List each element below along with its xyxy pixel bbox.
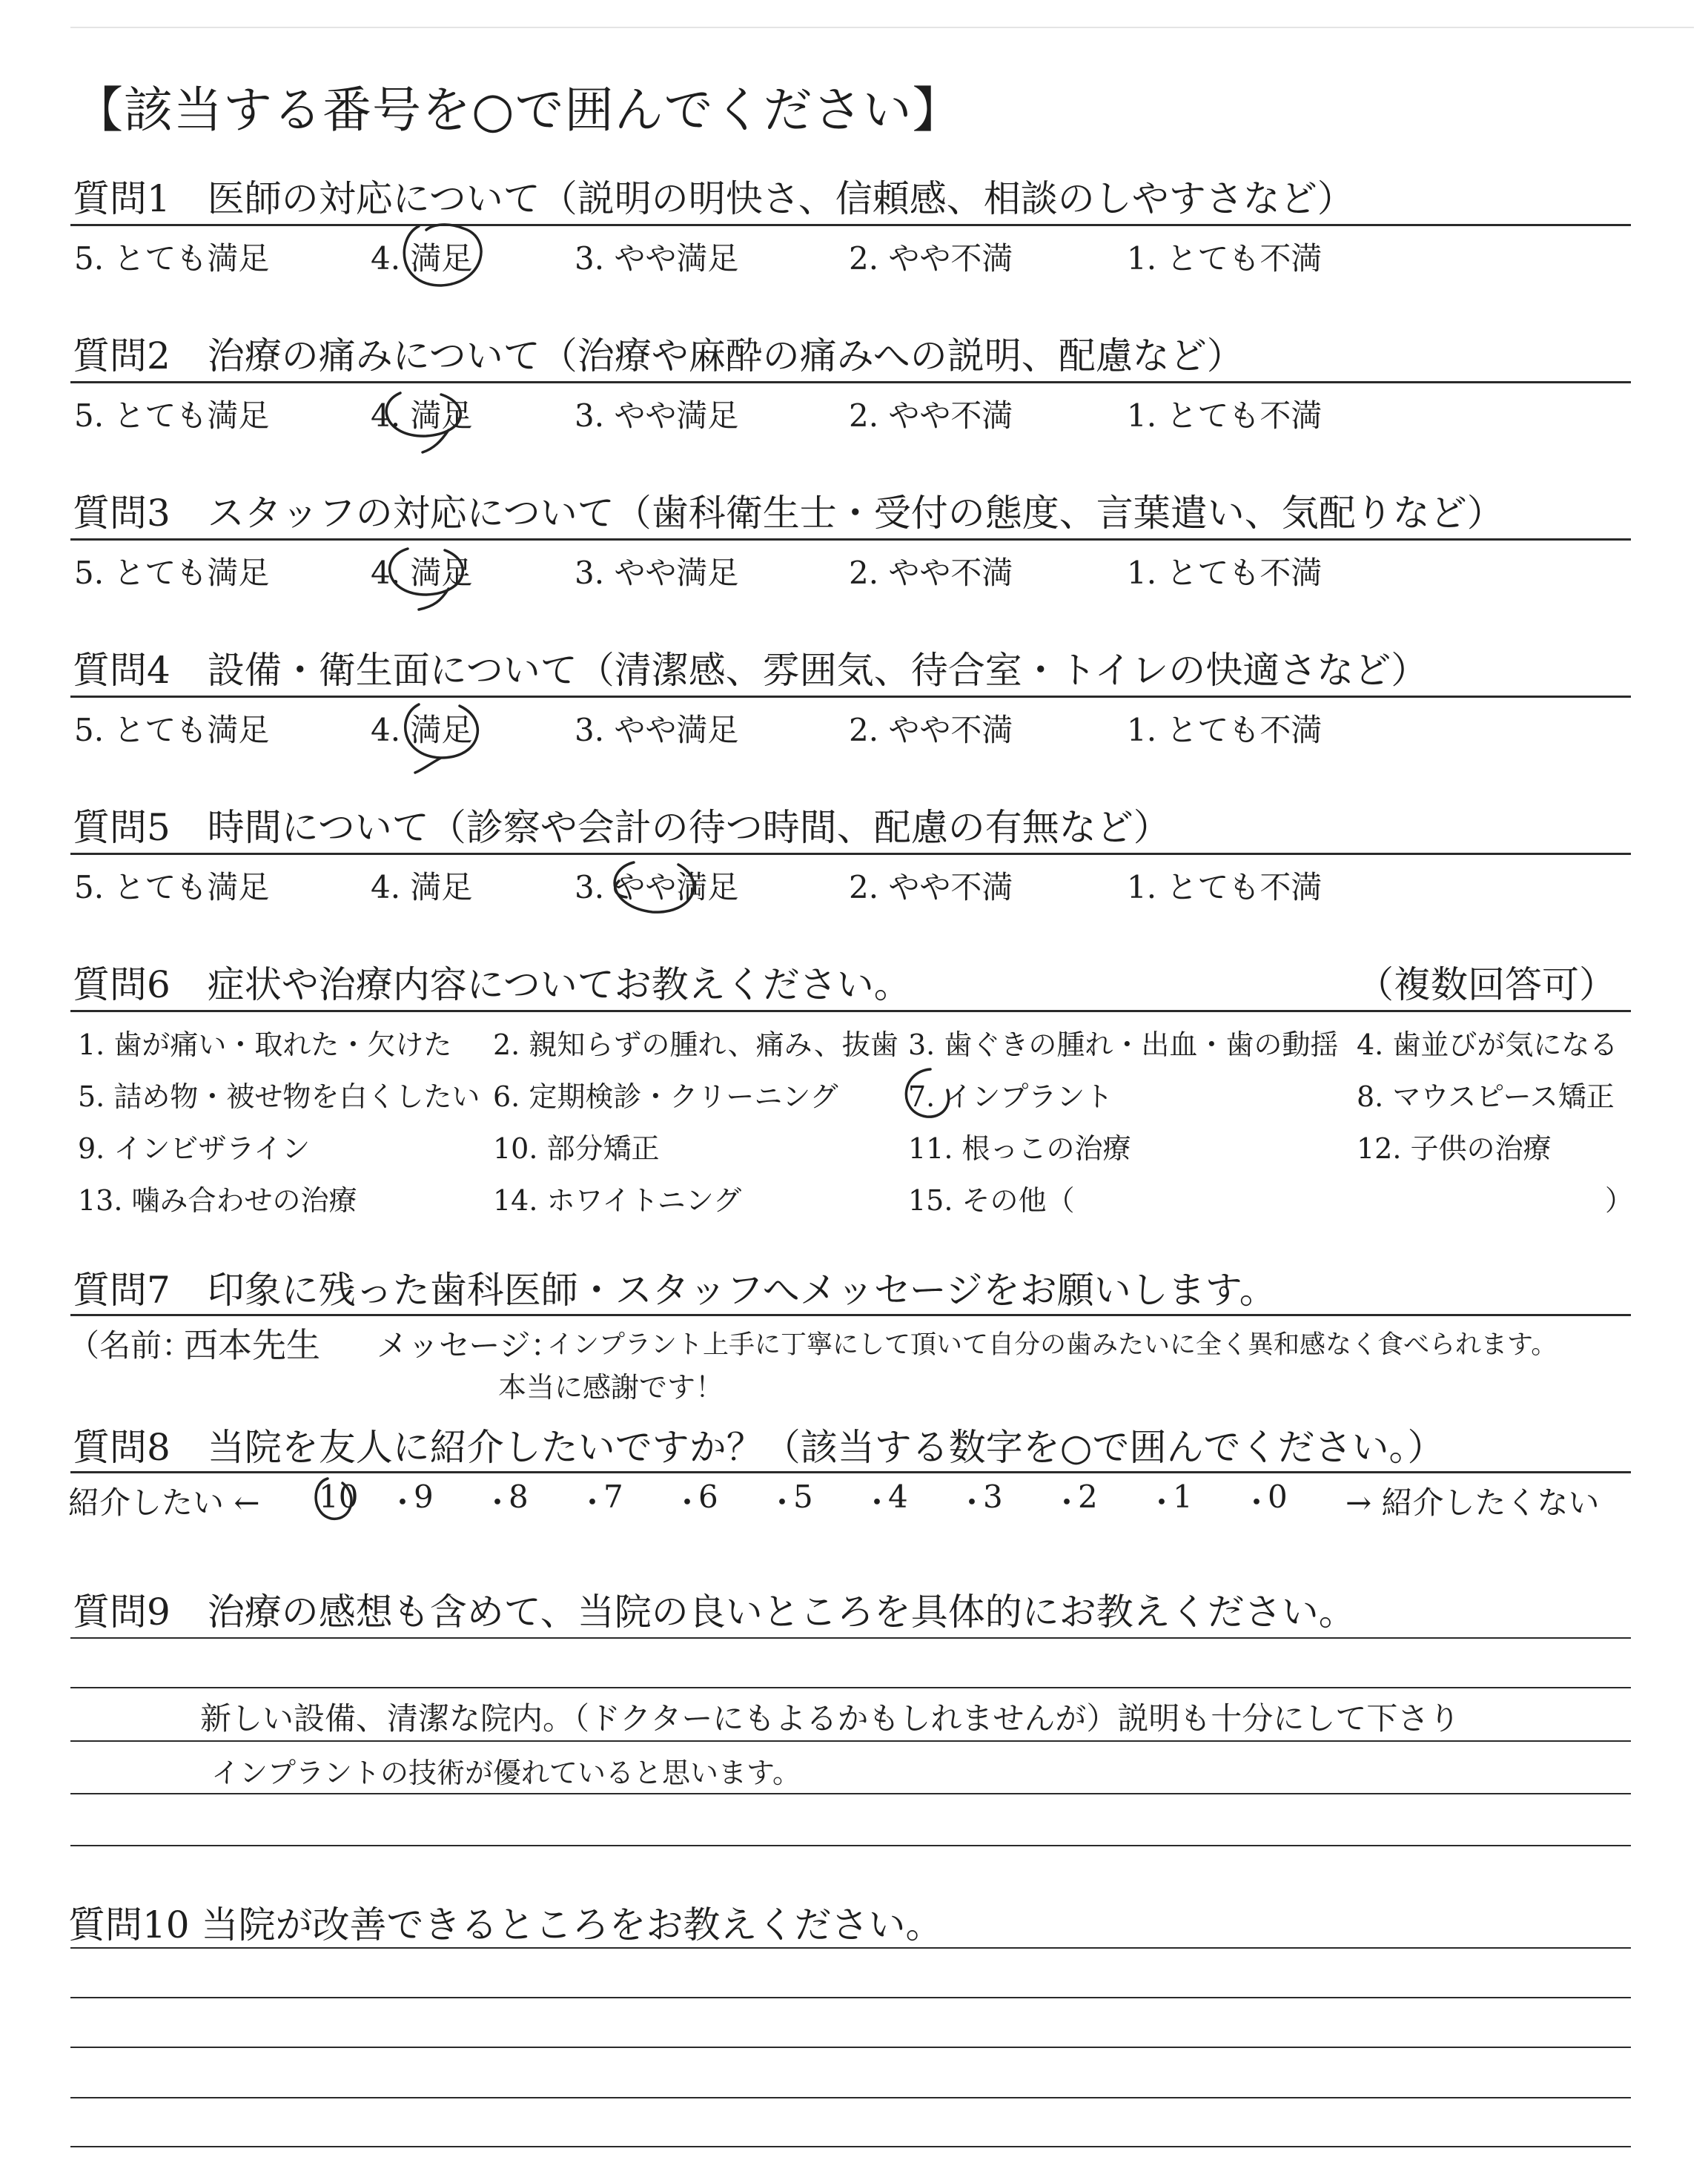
q8-scale-value-9[interactable]: 9 <box>414 1479 434 1515</box>
question-8-title: 質問8 当院を友人に紹介したいですか？（該当する数字を○で囲んでください。） <box>73 1426 1445 1469</box>
q5-option-2[interactable]: 2. やや不満 <box>849 869 1013 905</box>
q3-option-4[interactable]: 4. 満足 <box>371 555 473 591</box>
q6-item-10[interactable]: 10. 部分矯正 <box>493 1132 660 1165</box>
q1-handwritten-circle <box>389 215 500 297</box>
question-7-title: 質問7 印象に残った歯科医師・スタッフへメッセージをお願いします。 <box>73 1269 1277 1312</box>
q8-scale-value-5[interactable]: 5 <box>793 1479 813 1515</box>
question-6-rule <box>70 1010 1631 1012</box>
q7-name-label: （名前： <box>68 1327 193 1364</box>
page-heading: 【該当する番号を○で囲んでください】 <box>74 82 962 139</box>
q1-option-5[interactable]: 5. とても満足 <box>74 240 270 277</box>
question-10-title: 質問10 当院が改善できるところをお教えください。 <box>68 1903 943 1946</box>
q10-line-1 <box>70 1947 1631 1949</box>
question-3-rule <box>70 538 1631 541</box>
q8-scale-value-0[interactable]: 0 <box>1268 1479 1288 1515</box>
q4-option-1[interactable]: 1. とても不満 <box>1127 712 1323 748</box>
q4-handwritten-circle <box>389 690 500 779</box>
q5-option-3[interactable]: 3. やや満足 <box>575 869 739 905</box>
q2-handwritten-circle <box>371 378 482 460</box>
q1-option-3[interactable]: 3. やや満足 <box>575 240 739 277</box>
q8-scale-separator: ・ <box>577 1484 609 1521</box>
q1-option-4[interactable]: 4. 満足 <box>371 240 473 277</box>
q4-option-3[interactable]: 3. やや満足 <box>575 712 739 748</box>
q1-option-2[interactable]: 2. やや不満 <box>849 240 1013 277</box>
q6-item-3[interactable]: 3. 歯ぐきの腫れ・出血・歯の動揺 <box>908 1028 1339 1061</box>
q3-option-1[interactable]: 1. とても不満 <box>1127 555 1323 591</box>
q10-line-5 <box>70 2146 1631 2147</box>
q8-right-label: → 紹介したくない <box>1345 1484 1600 1521</box>
q2-option-2[interactable]: 2. やや不満 <box>849 397 1013 434</box>
q10-line-4 <box>70 2097 1631 2098</box>
q3-handwritten-circle <box>374 535 486 617</box>
q6-item-15-close: ） <box>1605 1184 1634 1217</box>
question-4-title: 質問4 設備・衛生面について（清潔感、雰囲気、待合室・トイレの快適さなど） <box>73 649 1429 692</box>
q6-item-7[interactable]: 7. インプラント <box>908 1080 1113 1113</box>
q7-message-line-1[interactable]: インプラント上手に丁寧にして頂いて自分の歯みたいに全く異和感なく食べられます。 <box>547 1330 1558 1360</box>
q8-scale-value-1[interactable]: 1 <box>1173 1479 1193 1515</box>
question-2-title: 質問2 治療の痛みについて（治療や麻酔の痛みへの説明、配慮など） <box>73 334 1244 377</box>
q9-line-2 <box>70 1687 1631 1688</box>
q7-name-value[interactable]: 西本先生 <box>184 1325 320 1365</box>
q8-scale-separator: ・ <box>861 1484 893 1521</box>
q8-scale-value-8[interactable]: 8 <box>509 1479 529 1515</box>
q8-scale-value-2[interactable]: 2 <box>1078 1479 1098 1515</box>
question-4-rule <box>70 696 1631 698</box>
q8-left-label: 紹介したい ← <box>68 1484 260 1521</box>
q2-option-3[interactable]: 3. やや満足 <box>575 397 739 434</box>
q10-line-3 <box>70 2047 1631 2048</box>
q8-scale-value-6[interactable]: 6 <box>698 1479 718 1515</box>
q8-scale-separator: ・ <box>387 1484 419 1521</box>
q7-message-label: メッセージ： <box>377 1327 562 1364</box>
question-5-rule <box>70 853 1631 855</box>
q5-option-5[interactable]: 5. とても満足 <box>74 869 270 905</box>
question-5-title: 質問5 時間について（診察や会計の待つ時間、配慮の有無など） <box>73 806 1171 849</box>
q8-scale-separator: ・ <box>1241 1484 1273 1521</box>
q3-option-5[interactable]: 5. とても満足 <box>74 555 270 591</box>
q6-item-13[interactable]: 13. 噛み合わせの治療 <box>78 1184 357 1217</box>
q1-option-1[interactable]: 1. とても不満 <box>1127 240 1323 277</box>
q8-scale-separator: ・ <box>956 1484 988 1521</box>
question-2-rule <box>70 381 1631 383</box>
q6-item-5[interactable]: 5. 詰め物・被せ物を白くしたい <box>78 1080 480 1113</box>
q8-scale-value-7[interactable]: 7 <box>603 1479 623 1515</box>
q8-scale-separator: ・ <box>482 1484 514 1521</box>
q6-item-4[interactable]: 4. 歯並びが気になる <box>1357 1028 1618 1061</box>
q7-message-line-2[interactable]: 本当に感謝です！ <box>498 1371 724 1404</box>
q3-option-3[interactable]: 3. やや満足 <box>575 555 739 591</box>
q8-scale-value-10[interactable]: 10 <box>319 1479 359 1515</box>
q9-line-5 <box>70 1845 1631 1846</box>
q5-handwritten-circle <box>597 851 723 933</box>
q6-item-14[interactable]: 14. ホワイトニング <box>493 1184 742 1217</box>
q8-scale-value-3[interactable]: 3 <box>983 1479 1003 1515</box>
q8-scale-separator: ・ <box>672 1484 704 1521</box>
q8-scale-separator: ・ <box>1051 1484 1083 1521</box>
question-1-title: 質問1 医師の対応について（説明の明快さ、信頼感、相談のしやすさなど） <box>73 177 1354 220</box>
q9-answer-line-2[interactable]: インプラントの技術が優れていると思います。 <box>211 1757 801 1789</box>
q4-option-2[interactable]: 2. やや不満 <box>849 712 1013 748</box>
q2-option-4[interactable]: 4. 満足 <box>371 397 473 434</box>
q8-scale-separator: ・ <box>767 1484 798 1521</box>
top-border <box>70 27 1694 28</box>
q6-item-8[interactable]: 8. マウスピース矯正 <box>1357 1080 1615 1113</box>
q2-option-1[interactable]: 1. とても不満 <box>1127 397 1323 434</box>
q4-option-5[interactable]: 5. とても満足 <box>74 712 270 748</box>
q6-item-15[interactable]: 15. その他（ <box>908 1184 1075 1217</box>
question-6-title: 質問6 症状や治療内容についてお教えください。 <box>73 963 911 1006</box>
question-8-rule <box>70 1471 1631 1473</box>
q9-line-4 <box>70 1793 1631 1794</box>
question-7-rule <box>70 1314 1631 1316</box>
q9-answer-line-1[interactable]: 新しい設備、清潔な院内。（ドクターにもよるかもしれませんが）説明も十分にして下さり <box>200 1700 1460 1737</box>
q6-item-2[interactable]: 2. 親知らずの腫れ、痛み、抜歯 <box>493 1028 898 1061</box>
q6-item-6[interactable]: 6. 定期検診・クリーニング <box>493 1080 838 1113</box>
question-3-title: 質問3 スタッフの対応について（歯科衛生士・受付の態度、言葉遣い、気配りなど） <box>73 492 1504 535</box>
question-9-title: 質問9 治療の感想も含めて、当院の良いところを具体的にお教えください。 <box>73 1591 1356 1634</box>
q6-item-11[interactable]: 11. 根っこの治療 <box>908 1132 1131 1165</box>
q6-item-1[interactable]: 1. 歯が痛い・取れた・欠けた <box>78 1028 452 1061</box>
q6-item-9[interactable]: 9. インビザライン <box>78 1132 311 1165</box>
question-1-rule <box>70 224 1631 226</box>
q9-line-3 <box>70 1740 1631 1742</box>
q2-option-5[interactable]: 5. とても満足 <box>74 397 270 434</box>
q5-option-4[interactable]: 4. 満足 <box>371 869 473 905</box>
q9-line-1 <box>70 1637 1631 1639</box>
question-6-note: （複数回答可） <box>1357 963 1616 1006</box>
q4-option-4[interactable]: 4. 満足 <box>371 712 473 748</box>
q8-scale-value-4[interactable]: 4 <box>888 1479 908 1515</box>
q3-option-2[interactable]: 2. やや不満 <box>849 555 1013 591</box>
q8-handwritten-circle <box>305 1470 365 1529</box>
q6-item-12[interactable]: 12. 子供の治療 <box>1357 1132 1552 1165</box>
q5-option-1[interactable]: 1. とても不満 <box>1127 869 1323 905</box>
q8-scale-separator: ・ <box>1146 1484 1178 1521</box>
q6-handwritten-circle <box>890 1060 971 1127</box>
q10-line-2 <box>70 1997 1631 1998</box>
